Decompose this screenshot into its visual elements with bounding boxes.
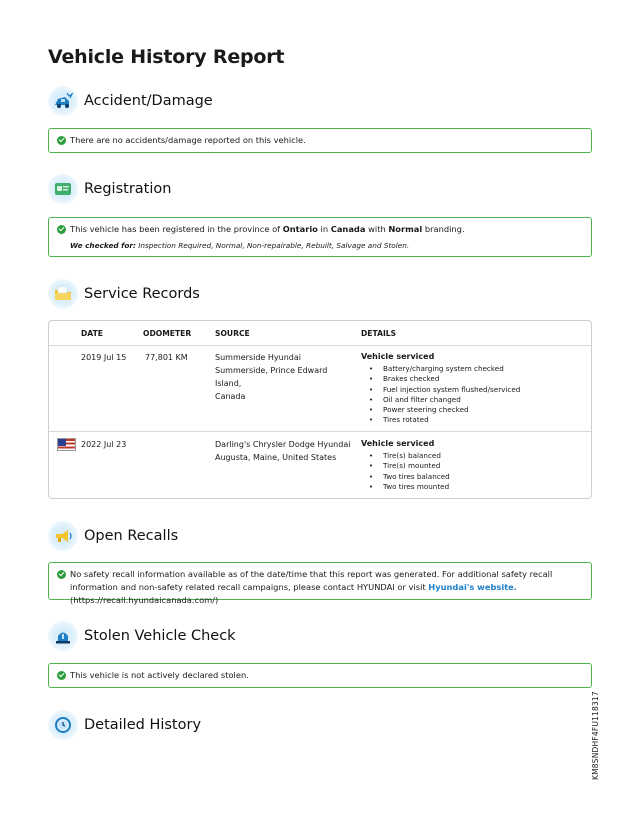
list-item: • Tire(s) mounted bbox=[361, 461, 581, 471]
registration-status-box bbox=[48, 217, 592, 257]
section-stolen-vehicle-check bbox=[48, 621, 236, 651]
accident-status-box bbox=[48, 128, 592, 153]
section-open-recalls bbox=[48, 521, 178, 551]
header-divider bbox=[49, 345, 591, 346]
section-service-records bbox=[48, 279, 200, 309]
column-header-source: SOURCE bbox=[215, 329, 250, 338]
section-title: Open Recalls bbox=[84, 528, 179, 544]
stolen-message: This vehicle is not actively declared stolen. bbox=[70, 670, 249, 680]
list-item: • Two tires balanced bbox=[361, 472, 581, 482]
list-item: • Oil and filter changed bbox=[361, 395, 581, 405]
stolen-status-box bbox=[48, 663, 592, 688]
vin-number: KM8SNDHF4FU118317 bbox=[591, 691, 600, 780]
recalls-status-box bbox=[48, 562, 592, 605]
section-accident-damage bbox=[48, 86, 213, 116]
section-title: Registration bbox=[84, 181, 172, 197]
page-title: Vehicle History Report bbox=[48, 46, 285, 68]
service-records-table bbox=[48, 320, 592, 499]
checked-for-note: We checked for: Inspection Required, Normal, Non-repairable, Rebuilt, Salvage and Stolen. bbox=[70, 241, 410, 250]
list-item: • Power steering checked bbox=[361, 405, 581, 415]
column-header-date: DATE bbox=[81, 329, 103, 338]
section-title: Detailed History bbox=[84, 717, 202, 733]
us-flag-icon bbox=[57, 438, 76, 451]
record-source: Summerside Hyundai Summerside, Prince Edward Island, Canada bbox=[215, 353, 328, 401]
row-divider bbox=[49, 431, 591, 432]
record-odometer: 77,801 KM bbox=[145, 353, 188, 362]
megaphone-icon bbox=[48, 521, 78, 551]
history-clock-icon bbox=[48, 710, 78, 740]
column-header-details: DETAILS bbox=[361, 329, 397, 338]
registration-card-icon bbox=[48, 174, 78, 204]
check-circle-icon bbox=[57, 136, 66, 145]
folder-icon bbox=[48, 279, 78, 309]
section-registration bbox=[48, 174, 171, 204]
list-item: • Two tires mounted bbox=[361, 482, 581, 492]
check-circle-icon bbox=[57, 570, 66, 579]
registration-message: This vehicle has been registered in the province of Ontario in Canada with Normal branding. bbox=[70, 224, 465, 234]
check-circle-icon bbox=[57, 225, 66, 234]
car-crash-icon bbox=[48, 86, 78, 116]
list-item: • Fuel injection system flushed/serviced bbox=[361, 385, 581, 395]
recalls-message: No safety recall information available as of the date/time that this report was generated. For additional safety recall information and non-safety related recall campaigns, please contact HYUNDAI or visit Hyundai's website. (https://recall.hyundaicanada.com/) bbox=[70, 569, 553, 605]
section-title: Service Records bbox=[84, 286, 200, 302]
list-item: • Brakes checked bbox=[361, 374, 581, 384]
siren-icon bbox=[48, 621, 78, 651]
section-title: Stolen Vehicle Check bbox=[84, 628, 236, 644]
check-circle-icon bbox=[57, 671, 66, 680]
section-title: Accident/Damage bbox=[84, 93, 213, 109]
list-item: • Battery/charging system checked bbox=[361, 364, 581, 374]
accident-message: There are no accidents/damage reported on this vehicle. bbox=[70, 135, 306, 145]
column-header-odometer: ODOMETER bbox=[143, 329, 192, 338]
record-date: 2019 Jul 15 bbox=[81, 353, 127, 362]
record-date: 2022 Jul 23 bbox=[81, 440, 127, 449]
record-source: Darling's Chrysler Dodge Hyundai Augusta, Maine, United States bbox=[215, 440, 351, 462]
record-details: Vehicle serviced • Tire(s) balanced • Tire(s) mounted • Two tires balanced • Two tires mounted bbox=[361, 439, 581, 492]
hyundai-website-link[interactable]: Hyundai's website. bbox=[428, 582, 517, 592]
list-item: • Tire(s) balanced bbox=[361, 451, 581, 461]
list-item: • Tires rotated bbox=[361, 415, 581, 425]
section-detailed-history bbox=[48, 710, 201, 740]
record-details: Vehicle serviced • Battery/charging system checked • Brakes checked • Fuel injection system flushed/serviced • Oil and filter changed • Power steering checked • Tires rotated bbox=[361, 352, 581, 426]
